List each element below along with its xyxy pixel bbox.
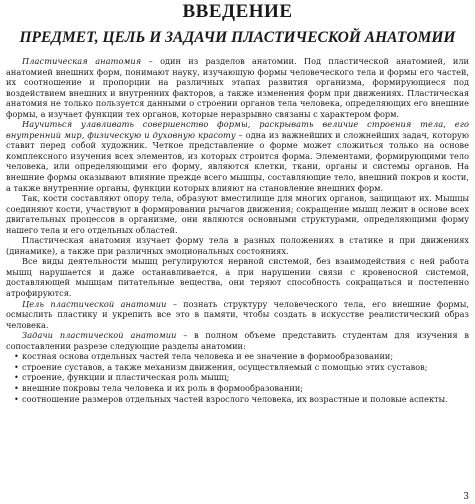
list-item: • костная основа отдельных частей тела человека и ее значение в формообразовании; [6, 351, 469, 362]
paragraph-nervous-system: Все виды деятельности мышц регулируются нервной системой, без взаимодействия с ней работа мышц нарушается и даже останавливается, а при нарушении связи с кровеносной системой, доставляющей мышцам питательные вещества, они теряют способность сокращаться и постепенно атрофируются. [6, 256, 469, 299]
section-heading: ПРЕДМЕТ, ЦЕЛЬ И ЗАДАЧИ ПЛАСТИЧЕСКОЙ АНАТОМИИ [19, 29, 456, 46]
term-goal: Цель пластической анатомии [22, 298, 167, 309]
list-item: • соотношение размеров отдельных частей взрослого человека, их возрастные и половые аспекты. [6, 394, 469, 405]
paragraph-text: – один из разделов анатомии. Под пластической анатомией, или анатомией внешних форм, понимают науку, изучающую формы человеческого тела и формы его частей, их соотношение и пропорции на различных этапах развития организма, формирующиеся под воздействием внешних и внутренних факторов, а также изменения форм при движениях. Пластическая анатомия не только пользуется данными о строении органов тела человека, определяющих его внешние формы, а изучает функции тех органов, которые неразрывно связаны с характером форм. [6, 56, 469, 119]
list-item: • строение суставов, а также механизм движения, осуществляемый с помощью этих суставов; [6, 362, 469, 373]
body-text [6, 56, 469, 404]
term-tasks: Задачи пластической анатомии [22, 330, 177, 341]
paragraph-text: – в полном объеме представить студентам для изучения в сопоставлении разрезе следующие разделы анатомии: [6, 330, 469, 351]
paragraph-tasks [6, 330, 469, 351]
paragraph-goal [6, 299, 469, 331]
paragraph-artist-task [6, 119, 469, 193]
paragraph-bones-muscles: Так, кости составляют опору тела, образуют вместилище для многих органов, защищают их. Мышцы соединяют кости, участвуют в формировании рычагов движения; сокращение мышц лежит в основе всех двигательных процессов в организме, они являются основными структурами, определяющими форму нашего тела и его отдельных областей. [6, 193, 469, 235]
paragraph-statics-dynamics: Пластическая анатомия изучает форму тела в разных положениях в статике и при движениях (динамике), а также при различных эмоциональных состояниях. [6, 235, 469, 256]
paragraph-definition [6, 56, 469, 119]
paragraph-text: – одна из важнейших и сложнейших задач, которую ставит перед собой художник. Четкое представление о форме может сложиться только на основе комплексного изучения всех элементов, из которых строится форма. Элементами, формирующими тело человека, или определяющими его форму, являются клетки, ткани, органы и системы органов. На внешние формы оказывают влияние прежде всего мышцы, составляющие тело, внешний покров и кости, а также внутренние органы, функции которых влияют на становление внешних форм. [6, 129, 469, 193]
list-item: • строение, функции и пластическая роль мышц; [6, 372, 469, 383]
paragraph-text: – познать структуру человеческого тела, его внешние формы, осмыслить пластику и укрепить все это в памяти, чтобы создать в искусстве реалистический образ человека. [6, 298, 470, 330]
term-plastic-anatomy: Пластическая анатомия [22, 56, 142, 66]
chapter-heading: ВВЕДЕНИЕ [182, 1, 293, 22]
list-item: • внешние покровы тела человека и их роль в формообразовании; [6, 383, 469, 394]
task-list [6, 351, 469, 404]
italic-lead: Научиться улавливать совершенство формы, раскрывать величие строения тела, его внутренний мир, физическую и духовную красоту [6, 119, 469, 140]
page-number: 3 [463, 492, 469, 502]
